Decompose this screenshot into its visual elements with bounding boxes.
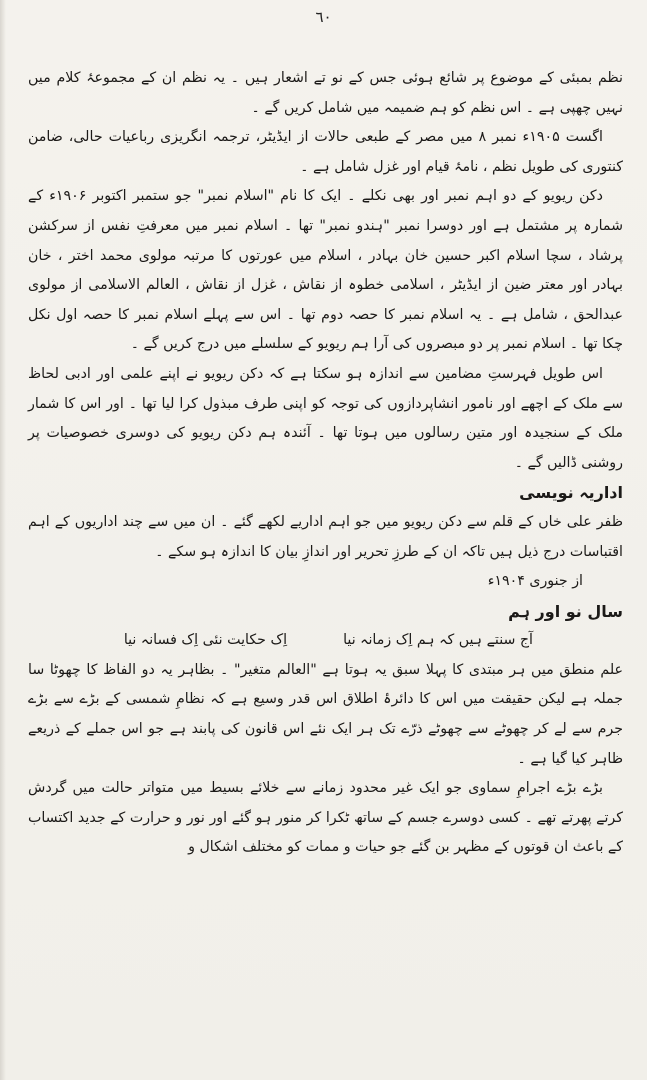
page-number: ٦٠ [315, 8, 332, 26]
paragraph: دکن ریویو کے دو اہم نمبر اور بھی نکلے ۔ ایک کا نام "اسلام نمبر" جو ستمبر اکتوبر ۱۹۰۶ء کے شمارہ پر مشتمل ہے اور دوسرا نمبر "ہندو نمبر" تھا ۔ اسلام نمبر میں معرفتِ نفس از سرکشن پرشاد ، سچا اسلام اکبر حسین خان بہادر ، اسلام میں عورتوں کا مرتبہ مولوی محمد اختر ، خان بہادر اور معتر ضین از ایڈیٹر ، اسلامی خطوہ از نقاش ، غزل از نقاش ، العالم الاسلامی از مولوی عبدالحق ، شامل ہے ۔ یہ اسلام نمبر کا حصہ دوم تھا ۔ اس سے پہلے اسلام نمبر کا حصہ اول نکل چکا تھا ۔ اسلام نمبر پر دو مبصروں کی آرا ہم ریویو کے سلسلے میں درج کریں گے ۔ [28, 188, 623, 353]
verse-couplet [28, 626, 623, 656]
verse-second-line: اِک حکایت نئی اِک فسانہ نیا [123, 632, 288, 649]
editorial-title: سال نو اور ہم [508, 601, 623, 621]
page-body [28, 64, 623, 863]
editorial-paragraph: علم منطق میں ہر مبتدی کا پہلا سبق یہ ہوتا ہے "العالم متغیر" ۔ بظاہر یہ دو الفاظ کا چھوٹا سا جملہ ہے لیکن حقیقت میں اس کا دائرۂ اطلاق اس قدر وسیع ہے کہ نظامِ شمسی کے بڑے سے بڑے جرم سے لے کر چھوٹے سے چھوٹے ذرّے تک ہر ایک نئے اس قانون کی پابند ہے جو اس جملے کے ذریعے ظاہر کیا گیا ہے ۔ [28, 661, 623, 767]
editorial-paragraph: بڑے بڑے اجرامِ سماوی جو ایک غیر محدود زمانے سے خلائے بسیط میں متواتر حالت میں گردش کرتے پھرتے تھے ۔ کسی دوسرے جسم کے ساتھ ٹکرا کر منور ہو گئے اور نور و حرارت کے جدید اکتساب کے باعث ان قوتوں کے مظہر بن گئے جو حیات و ممات کو مختلف اشکال و [28, 780, 623, 856]
paragraph: نظم بمبئی کے موضوع پر شائع ہوئی جس کے نو تے اشعار ہیں ۔ یہ نظم ان کے مجموعۂ کلام میں نہیں چھپی ہے ۔ اس نظم کو ہم ضمیمہ میں شامل کریں گے ۔ [28, 70, 623, 116]
section-heading: اداریہ نویسی [519, 483, 623, 503]
dateline: از جنوری ۱۹۰۴ء [487, 573, 583, 590]
paragraph: اس طویل فہرستِ مضامین سے اندازہ ہو سکتا ہے کہ دکن ریویو نے اپنے علمی اور ادبی لحاظ سے ملک کے اچھے اور نامور انشاپردازوں کی توجہ کو اپنی طرف مبذول کرا لیا تھا ۔ اور اس کا شمار ملک کے سنجیدہ اور متین رسالوں میں ہوتا تھا ۔ آئندہ ہم دکن ریویو کی دوسری خصوصیات پر روشنی ڈالیں گے ۔ [28, 365, 623, 471]
paragraph: اگست ۱۹۰۵ء نمبر ۸ میں مصر کے طبعی حالات از ایڈیٹر، ترجمہ انگریزی رباعیات حالی، ضامن کنتوری کی طویل نظم ، نامۂ قیام اور غزل شامل ہے ۔ [28, 129, 623, 175]
page-gutter-shadow [0, 0, 6, 1080]
section-intro: ظفر علی خاں کے قلم سے دکن ریویو میں جو اہم اداریے لکھے گئے ۔ ان میں سے چند اداریوں کے اہم اقتباسات درج ذیل ہیں تاکہ ان کے طرزِ تحریر اور اندازِ بیان کا اندازہ ہو سکے ۔ [28, 513, 623, 560]
verse-first-line: آج سنتے ہیں کہ ہم اِک زمانہ نیا [343, 632, 533, 649]
